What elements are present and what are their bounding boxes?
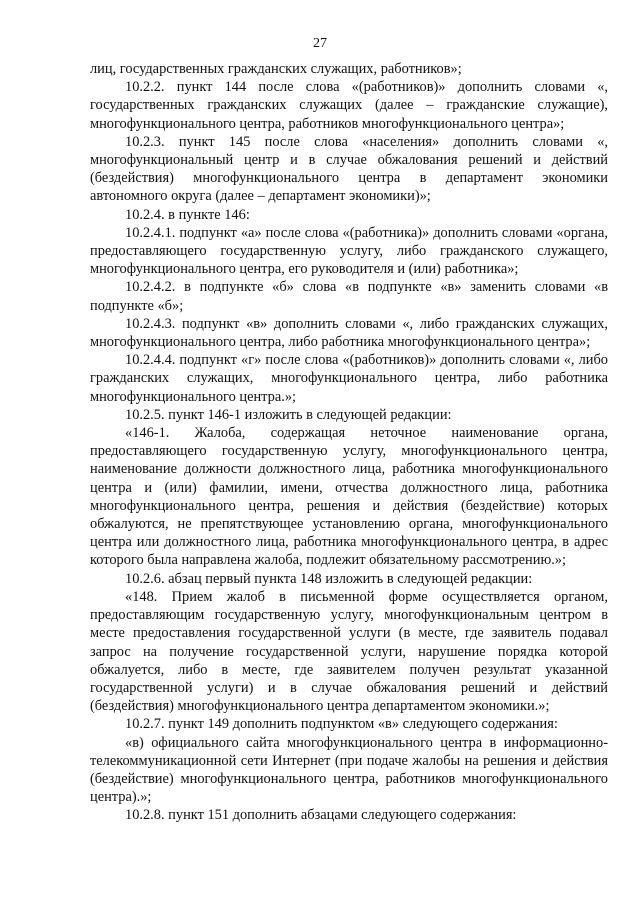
- paragraph-10-2-5: 10.2.5. пункт 146-1 изложить в следующей редакции:: [125, 406, 452, 423]
- paragraph-146-1: «146-1. Жалоба, содержащая неточное наименование органа, предоставляющего государственную услугу, многофункционального центра, наименование должности должностного лица, работника многофункционального центра и (или) фамилии, имени, отчества должностного лица, работника многофункционального центра, решения и действия (бездействие) которых обжалуются, не препятствующее установлению органа, многофункционального центра или должностного лица, работника многофункционального центра, в адрес которого была направлена жалоба, подлежит обязательному рассмотрению.»;: [90, 425, 608, 569]
- paragraph-continuation: лиц, государственных гражданских служащих, работников»;: [90, 61, 462, 77]
- paragraph-10-2-6: 10.2.6. абзац первый пункта 148 изложить в следующей редакции:: [125, 570, 533, 587]
- page-number: 27: [313, 36, 327, 51]
- paragraph-10-2-4-4: 10.2.4.4. подпункт «г» после слова «(работников)» дополнить словами «, либо гражданских служащих, многофункционального центра, либо работника многофункционального центра.»;: [90, 352, 608, 405]
- paragraph-10-2-4-2: 10.2.4.2. в подпункте «б» слова «в подпункте «в» заменить словами «в подпункте «б»;: [90, 279, 608, 314]
- paragraph-10-2-2: 10.2.2. пункт 144 после слова «(работников)» дополнить словами «, государственных гражданских служащих (далее – гражданские служащие), многофункционального центра, работников многофункционального центра»;: [90, 79, 608, 132]
- paragraph-10-2-7: 10.2.7. пункт 149 дополнить подпунктом «в» следующего содержания:: [125, 716, 558, 733]
- paragraph-10-2-3: 10.2.3. пункт 145 после слова «населения» дополнить словами «, многофункциональный центр и в случае обжалования решений и действий (бездействия) многофункционального центра в департамент экономики автономного округа (далее – департамент экономики)»;: [90, 133, 608, 205]
- paragraph-10-2-8: 10.2.8. пункт 151 дополнить абзацами следующего содержания:: [125, 807, 517, 824]
- paragraph-10-2-4: 10.2.4. в пункте 146:: [125, 206, 250, 223]
- paragraph-148: «148. Прием жалоб в письменной форме осуществляется органом, предоставляющим государственную услугу, многофункциональным центром в месте предоставления государственной услуги (в месте, где заявитель подавал запрос на получение государственной услуги, нарушение порядка которой обжалуется, либо в месте, где заявителем получен результат указанной государственной услуги) и в случае обжалования решений и действий (бездействия) многофункционального центра департаментом экономики.»;: [90, 588, 608, 715]
- paragraph-10-2-4-3: 10.2.4.3. подпункт «в» дополнить словами «, либо гражданских служащих, многофункционального центра, либо работника многофункционального центра»;: [90, 315, 608, 351]
- paragraph-10-2-4-1: 10.2.4.1. подпункт «а» после слова «(работника)» дополнить словами «органа, предоставляющего государственную услугу, либо гражданского служащего, многофункционального центра, его руководителя и (или) работника»;: [90, 224, 608, 278]
- document-body: [90, 60, 608, 825]
- paragraph-149-v: «в) официального сайта многофункционального центра в информационно-телекоммуникационной сети Интернет (при подаче жалобы на решения и действия (бездействие) многофункционального центра, работников многофункционального центра).»;: [90, 734, 608, 806]
